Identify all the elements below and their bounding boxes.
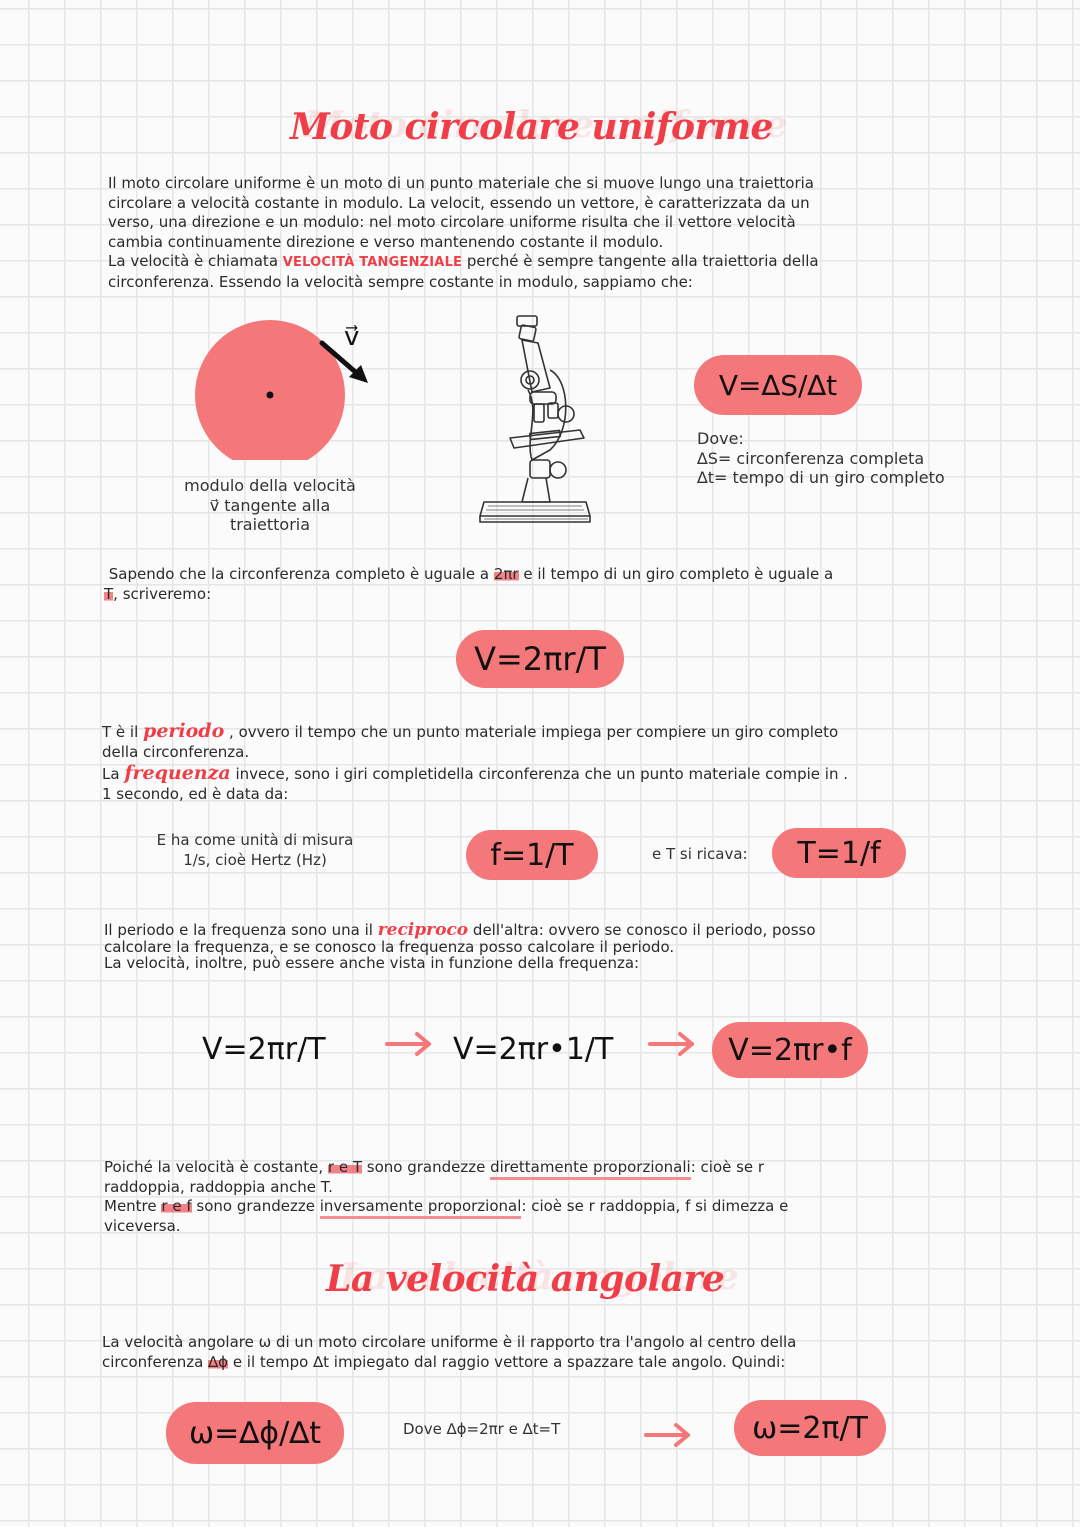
dove-omega: Dove ∆ϕ=2πr e ∆t=T <box>403 1420 561 1438</box>
inversamente-underline: inversamente proporzional <box>320 1197 522 1219</box>
intro-line: circonferenza. Essendo la velocità sempre costante in modulo, sappiamo che: <box>108 272 693 291</box>
r-f-highlight: r e f <box>161 1197 192 1215</box>
unita-misura: E ha come unità di misura 1/s, cioè Hertz (Hz) <box>156 831 354 869</box>
section-title: Moto circolare uniforme <box>290 106 773 148</box>
tangential-line: La velocità è chiamata VELOCITÀ TANGENZIALE perché è sempre tangente alla traiettoria della <box>108 252 819 270</box>
microscope-icon <box>470 310 600 530</box>
intro-line: verso, una direzione e un modulo: nel moto circolare uniforme risulta che il vettore velocità <box>108 213 796 231</box>
two-pi-r-highlight: 2πr <box>493 565 519 583</box>
dove-block: Dove: ∆S= circonferenza completa ∆t= tempo di un giro completo <box>697 429 945 487</box>
arrow-right-icon <box>648 1030 698 1058</box>
tangential-velocity-highlight: VELOCITÀ TANGENZIALE <box>282 255 463 270</box>
intro-paragraph <box>108 174 972 292</box>
formula-omega-2pi-t: ω=2π/T <box>734 1400 886 1456</box>
formula-omega: ω=∆ϕ/∆t <box>166 1402 344 1464</box>
arrow-right-icon <box>385 1030 435 1058</box>
ricava-text: e T si ricava: <box>652 845 748 863</box>
chain-formula-2: V=2πr•1/T <box>453 1032 614 1067</box>
angular-paragraph: La velocità angolare ω di un moto circolare uniforme è il rapporto tra l'angolo al centro della circonferenza ∆ϕ e il tempo ∆t impiegato dal raggio vettore a spazzare tale angolo. Quindi: <box>102 1333 797 1371</box>
reciproco-highlight: reciproco <box>377 920 469 940</box>
intro-line: cambia continuamente direzione e verso mantenendo costante il modulo. <box>108 232 664 251</box>
center-point <box>267 392 274 399</box>
formula-f-1-t: f=1/T <box>466 830 598 880</box>
frequenza-highlight: frequenza <box>124 762 231 784</box>
vector-label: v⃗ <box>344 322 360 352</box>
proporzioni-paragraph: Poiché la velocità è costante, r e T sono grandezze direttamente proporzionali: cioè se r raddoppia, raddoppia anche T. Mentre r e f sono grandezze inversamente proporzional: cioè se r raddoppia, f si dimezza e viceversa. <box>104 1158 789 1235</box>
direttamente-underline: direttamente proporzionali <box>490 1158 691 1180</box>
formula-velocity-ds-dt: V=∆S/∆t <box>694 355 862 415</box>
formula-t-1-f: T=1/f <box>772 828 906 878</box>
chain-formula-1: V=2πr/T <box>202 1032 326 1067</box>
sapendo-paragraph: Sapendo che la circonferenza completo è uguale a 2πr e il tempo di un giro completo è uguale a T, scriveremo: <box>104 565 834 603</box>
delta-phi-highlight: ∆ϕ <box>208 1352 229 1371</box>
arrow-right-icon <box>644 1421 694 1449</box>
periodo-highlight: periodo <box>143 720 225 742</box>
circle-caption: modulo della velocità v⃗ tangente alla traiettoria <box>184 476 356 534</box>
chain-formula-3: V=2πr•f <box>712 1022 868 1078</box>
periodo-paragraph: T è il periodo , ovvero il tempo che un punto materiale impiega per compiere un giro completo della circonferenza. La frequenza invece, sono i giri completidella circonferenza che un punto materiale compie in . 1 secondo, ed è data da: <box>102 720 849 803</box>
period-t-highlight: T <box>104 584 114 603</box>
intro-line: circolare a velocità costante in modulo. La velocit, essendo un vettore, è caratterizzata da un <box>108 193 810 212</box>
intro-line: Il moto circolare uniforme è un moto di un punto materiale che si muove lungo una traiettoria <box>108 174 814 192</box>
r-t-highlight: r e T <box>327 1158 363 1176</box>
formula-v-2pir-t: V=2πr/T <box>456 630 624 688</box>
section-title-angular: La velocità angolare <box>326 1258 725 1300</box>
reciproco-paragraph: Il periodo e la frequenza sono una il reciproco dell'altra: ovvero se conosco il periodo, posso calcolare la frequenza, e se conosco la frequenza posso calcolare il periodo. La velocità, inoltre, può essere anche vista in funzione della frequenza: <box>104 920 816 972</box>
